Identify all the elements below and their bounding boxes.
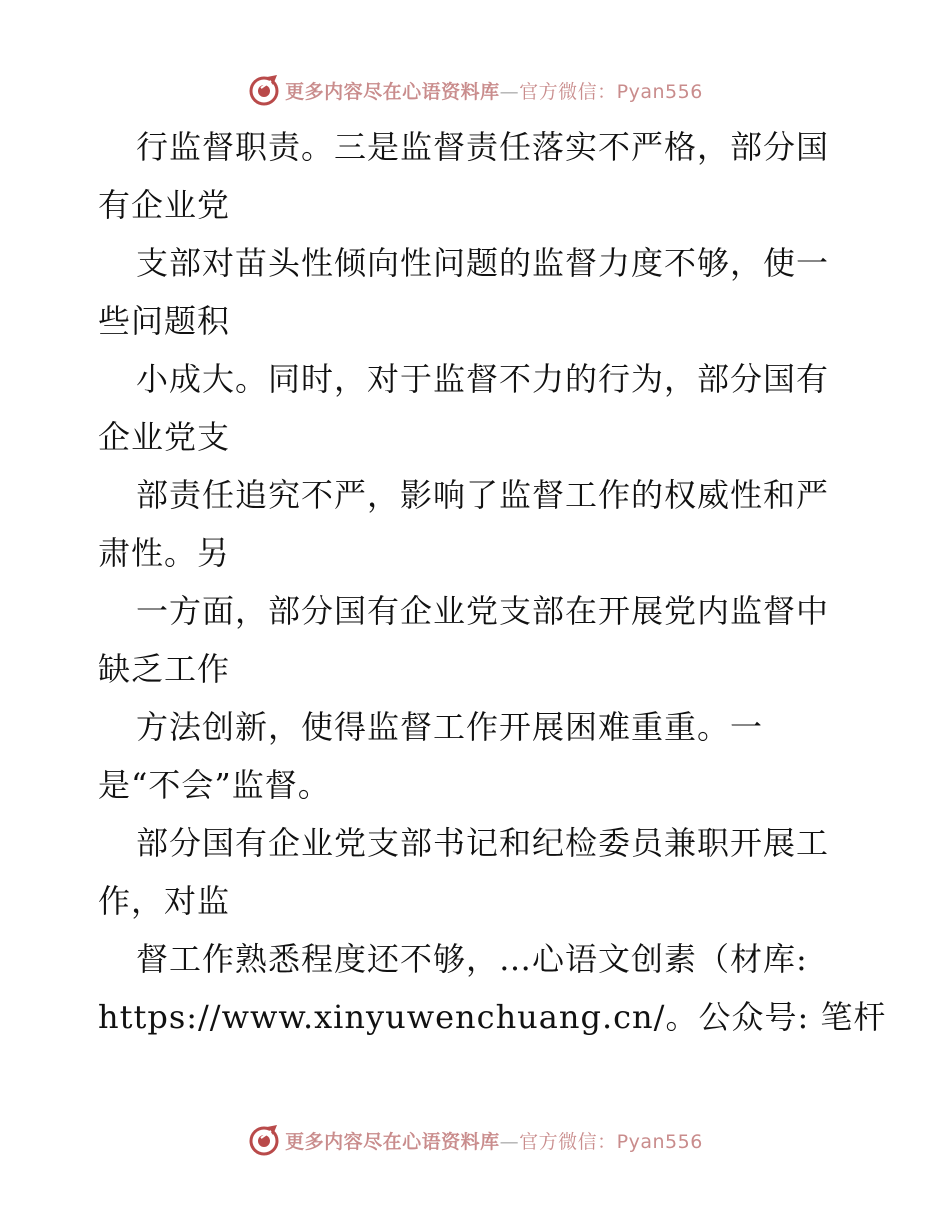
document-body xyxy=(98,118,887,1046)
body-line: 部责任追究不严，影响了监督工作的权威性和严 xyxy=(136,476,830,514)
body-line: 一方面，部分国有企业党支部在开展党内监督中 xyxy=(136,592,830,630)
banner-separator: — xyxy=(499,80,520,103)
banner-separator: — xyxy=(499,1130,520,1153)
body-line: 肃性。另 xyxy=(98,534,231,572)
body-line: 是“不会”监督。 xyxy=(98,766,331,804)
banner-main-text: 更多内容尽在心语资料库 xyxy=(285,80,500,103)
brand-logo-icon xyxy=(247,1123,281,1157)
header-banner xyxy=(0,70,950,110)
body-line: 些问题积 xyxy=(98,302,231,340)
body-line: 有企业党 xyxy=(98,186,231,224)
body-line: 行监督职责。三是监督责任落实不严格，部分国 xyxy=(136,128,830,166)
body-line: 部分国有企业党支部书记和纪检委员兼职开展工 xyxy=(136,824,830,862)
footer-banner xyxy=(0,1120,950,1160)
body-line: 方法创新，使得监督工作开展困难重重。一 xyxy=(136,708,764,746)
banner-contact-text: 官方微信：Pyan556 xyxy=(519,1130,703,1153)
body-line: 作，对监 xyxy=(98,882,231,920)
body-line: 小成大。同时，对于监督不力的行为，部分国有 xyxy=(136,360,830,398)
body-line: 缺乏工作 xyxy=(98,650,231,688)
body-line: https://www.xinyuwenchuang.cn/。公众号: 笔杆 xyxy=(98,998,887,1036)
brand-logo-icon xyxy=(247,73,281,107)
banner-contact-text: 官方微信：Pyan556 xyxy=(519,80,703,103)
banner-main-text: 更多内容尽在心语资料库 xyxy=(285,1130,500,1153)
body-line: 督工作熟悉程度还不够，…心语文创素（材库: xyxy=(136,940,808,978)
body-line: 支部对苗头性倾向性问题的监督力度不够，使一 xyxy=(136,244,830,282)
body-line: 企业党支 xyxy=(98,418,231,456)
